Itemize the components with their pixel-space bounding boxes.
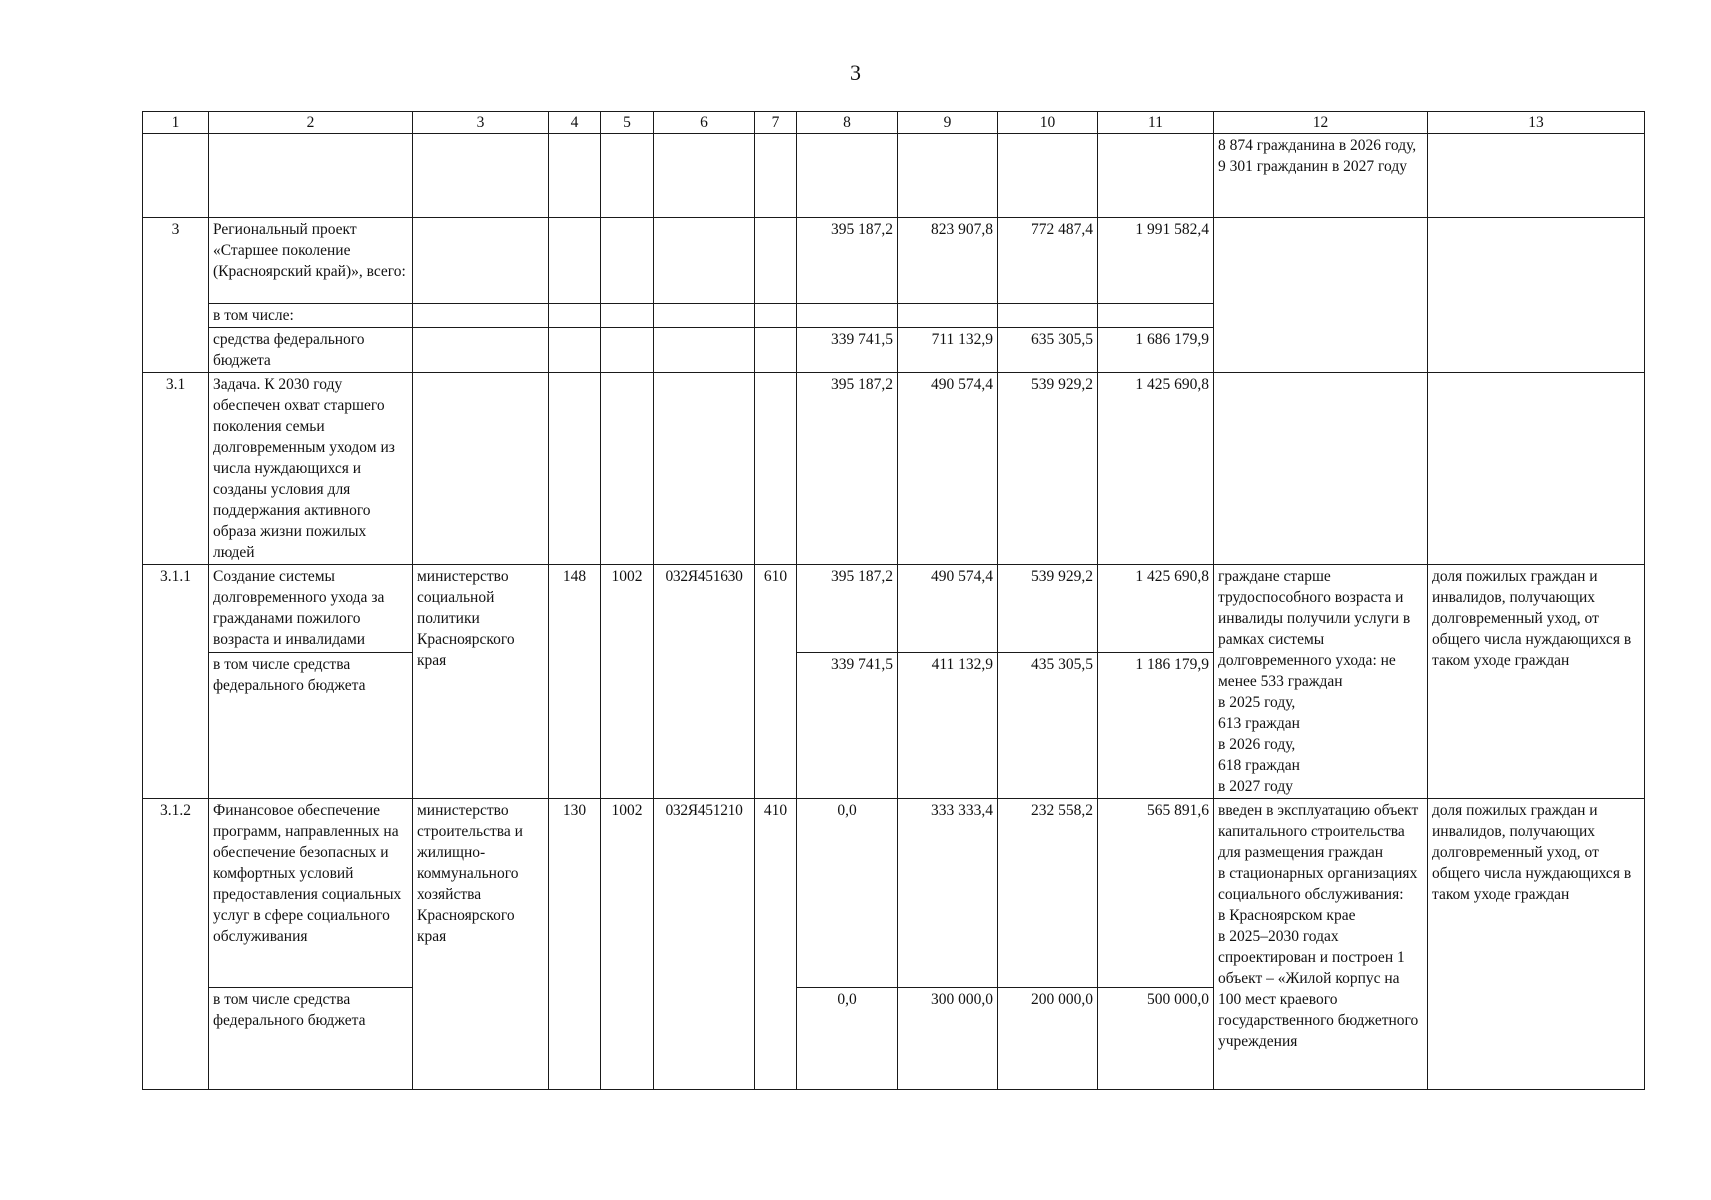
code-col5: 1002 xyxy=(601,799,654,1090)
fed-col9: 711 132,9 xyxy=(898,328,998,373)
fed-col11: 1 186 179,9 xyxy=(1098,653,1214,799)
fed-col9: 411 132,9 xyxy=(898,653,998,799)
executor: министерство строительства и жилищно-коммунального хозяйства Красноярского края xyxy=(413,799,549,1090)
code-col7: 410 xyxy=(755,799,797,1090)
value-col10: 232 558,2 xyxy=(998,799,1098,988)
header-cell: 12 xyxy=(1214,112,1428,134)
header-cell: 13 xyxy=(1428,112,1645,134)
code-col6: 032Я451630 xyxy=(654,565,755,799)
header-row xyxy=(143,112,1645,134)
header-cell: 4 xyxy=(549,112,601,134)
value-col11: 565 891,6 xyxy=(1098,799,1214,988)
fed-col8: 0,0 xyxy=(797,988,898,1090)
value-col9: 823 907,8 xyxy=(898,218,998,304)
value-col9: 490 574,4 xyxy=(898,565,998,653)
value-col11: 1 425 690,8 xyxy=(1098,565,1214,653)
code-col4: 130 xyxy=(549,799,601,1090)
header-cell: 3 xyxy=(413,112,549,134)
code-col5: 1002 xyxy=(601,565,654,799)
value-col10: 539 929,2 xyxy=(998,373,1098,565)
row-name: Финансовое обеспечение программ, направленных на обеспечение безопасных и комфортных условий предоставления социальных услуг в сфере социального обслуживания xyxy=(209,799,413,988)
code-col7: 610 xyxy=(755,565,797,799)
result-cell: введен в эксплуатацию объект капитального строительства для размещения граждан в стационарных организациях социального обслуживания: в Красноярском крае в 2025–2030 годах спроектирован и построен 1 объект – «Жилой корпус на 100 мест краевого государственного бюджетного учреждения xyxy=(1214,799,1428,1090)
code-col4: 148 xyxy=(549,565,601,799)
indicator-cell: доля пожилых граждан и инвалидов, получающих долговременный уход, от общего числа нуждающихся в таком уходе граждан xyxy=(1428,565,1645,799)
page-number: 3 xyxy=(850,60,861,85)
continuation-row xyxy=(143,134,1645,218)
fed-col11: 500 000,0 xyxy=(1098,988,1214,1090)
row-number: 3.1 xyxy=(143,373,209,565)
table-row-3-1-1 xyxy=(143,565,1645,653)
row-number: 3.1.1 xyxy=(143,565,209,799)
fed-col8: 339 741,5 xyxy=(797,653,898,799)
header-cell: 5 xyxy=(601,112,654,134)
header-cell: 11 xyxy=(1098,112,1214,134)
value-col9: 333 333,4 xyxy=(898,799,998,988)
code-col6: 032Я451210 xyxy=(654,799,755,1090)
value-col9: 490 574,4 xyxy=(898,373,998,565)
fed-label: в том числе средства федерального бюджета xyxy=(209,988,413,1090)
indicator-cell: доля пожилых граждан и инвалидов, получающих долговременный уход, от общего числа нуждающихся в таком уходе граждан xyxy=(1428,799,1645,1090)
table-row-3-1 xyxy=(143,373,1645,565)
fed-col10: 635 305,5 xyxy=(998,328,1098,373)
value-col8: 395 187,2 xyxy=(797,373,898,565)
value-col8: 0,0 xyxy=(797,799,898,988)
header-cell: 6 xyxy=(654,112,755,134)
row-name: Создание системы долговременного ухода за гражданами пожилого возраста и инвалидами xyxy=(209,565,413,653)
fed-col8: 339 741,5 xyxy=(797,328,898,373)
header-cell: 9 xyxy=(898,112,998,134)
result-cell: граждане старше трудоспособного возраста и инвалиды получили услуги в рамках системы долговременного ухода: не менее 533 граждан в 2025 году, 613 граждан в 2026 году, 618 граждан в 2027 году xyxy=(1214,565,1428,799)
fed-col9: 300 000,0 xyxy=(898,988,998,1090)
value-col11: 1 425 690,8 xyxy=(1098,373,1214,565)
row-number: 3 xyxy=(143,218,209,373)
row-number: 3.1.2 xyxy=(143,799,209,1090)
header-cell: 10 xyxy=(998,112,1098,134)
header-cell: 8 xyxy=(797,112,898,134)
incl-label: в том числе: xyxy=(209,304,413,328)
budget-table xyxy=(142,111,1645,1090)
row-name: Задача. К 2030 году обеспечен охват старшего поколения семьи долговременным уходом из числа нуждающихся и созданы условия для поддержания активного образа жизни пожилых людей xyxy=(209,373,413,565)
fed-label: в том числе средства федерального бюджета xyxy=(209,653,413,799)
header-cell: 7 xyxy=(755,112,797,134)
value-col10: 539 929,2 xyxy=(998,565,1098,653)
executor: министерство социальной политики Красноярского края xyxy=(413,565,549,799)
value-col8: 395 187,2 xyxy=(797,565,898,653)
value-col11: 1 991 582,4 xyxy=(1098,218,1214,304)
header-cell: 1 xyxy=(143,112,209,134)
row-name: Региональный проект «Старшее поколение (Красноярский край)», всего: xyxy=(209,218,413,304)
result-cell: 8 874 гражданина в 2026 году, 9 301 гражданин в 2027 году xyxy=(1214,134,1428,218)
fed-col10: 435 305,5 xyxy=(998,653,1098,799)
value-col8: 395 187,2 xyxy=(797,218,898,304)
table-row-3 xyxy=(143,218,1645,304)
fed-col10: 200 000,0 xyxy=(998,988,1098,1090)
table-row-3-1-2 xyxy=(143,799,1645,988)
fed-label: средства федерального бюджета xyxy=(209,328,413,373)
value-col10: 772 487,4 xyxy=(998,218,1098,304)
header-cell: 2 xyxy=(209,112,413,134)
fed-col11: 1 686 179,9 xyxy=(1098,328,1214,373)
